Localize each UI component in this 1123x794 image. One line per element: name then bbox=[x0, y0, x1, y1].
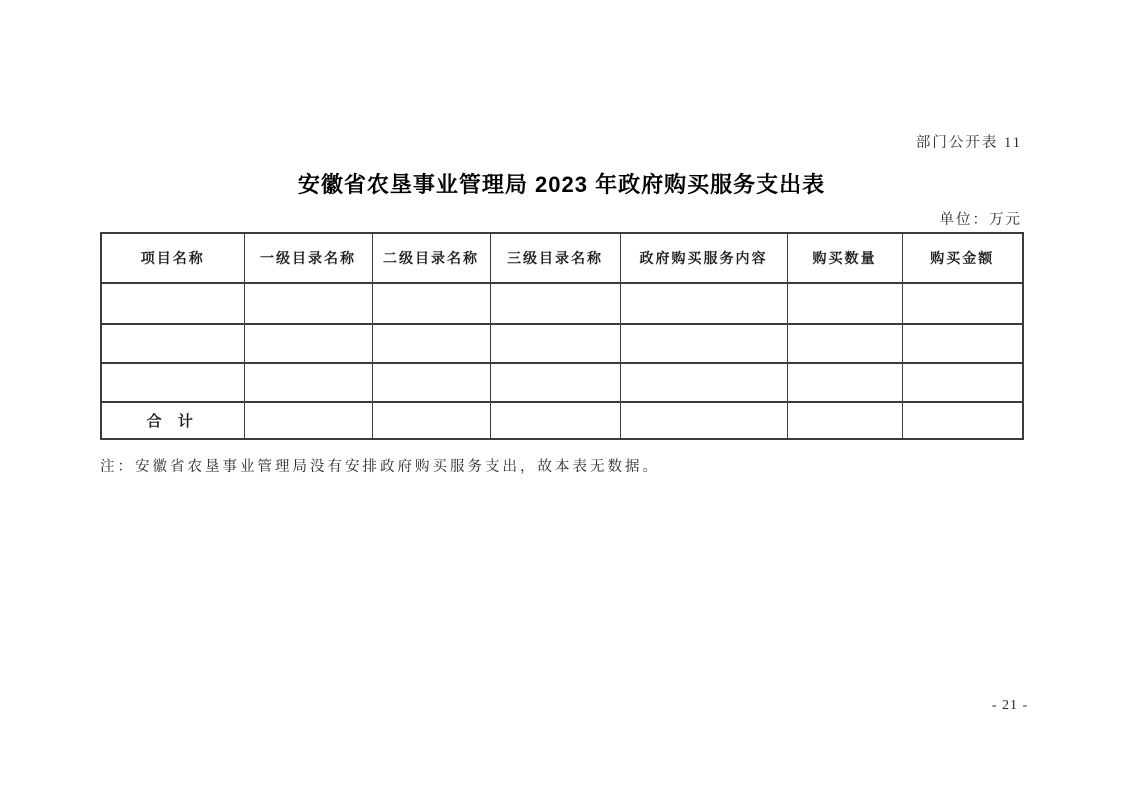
empty-cell bbox=[620, 283, 787, 324]
header-cell-service-content: 政府购买服务内容 bbox=[620, 233, 787, 283]
empty-cell bbox=[620, 324, 787, 363]
header-cell-project-name: 项目名称 bbox=[101, 233, 244, 283]
expenditure-table bbox=[100, 232, 1024, 440]
empty-cell bbox=[902, 324, 1023, 363]
empty-cell bbox=[244, 402, 372, 439]
empty-cell bbox=[490, 402, 620, 439]
empty-cell bbox=[372, 324, 490, 363]
empty-cell bbox=[787, 402, 902, 439]
table-row bbox=[101, 363, 1023, 402]
table-row bbox=[101, 324, 1023, 363]
empty-cell bbox=[902, 363, 1023, 402]
table-row bbox=[101, 283, 1023, 324]
empty-cell bbox=[787, 283, 902, 324]
empty-cell bbox=[620, 402, 787, 439]
empty-cell bbox=[787, 363, 902, 402]
header-cell-purchase-quantity: 购买数量 bbox=[787, 233, 902, 283]
header-cell-level1-catalog: 一级目录名称 bbox=[244, 233, 372, 283]
empty-cell bbox=[490, 363, 620, 402]
empty-cell bbox=[902, 402, 1023, 439]
page-number: - 21 - bbox=[991, 698, 1029, 713]
empty-cell bbox=[101, 324, 244, 363]
empty-cell bbox=[372, 363, 490, 402]
header-cell-level2-catalog: 二级目录名称 bbox=[372, 233, 490, 283]
empty-cell bbox=[244, 324, 372, 363]
document-title: 安徽省农垦事业管理局 2023 年政府购买服务支出表 bbox=[297, 172, 826, 197]
corner-table-label: 部门公开表 11 bbox=[915, 135, 1022, 151]
empty-cell bbox=[902, 283, 1023, 324]
empty-cell bbox=[372, 283, 490, 324]
header-cell-purchase-amount: 购买金额 bbox=[902, 233, 1023, 283]
empty-cell bbox=[244, 283, 372, 324]
empty-cell bbox=[244, 363, 372, 402]
empty-cell bbox=[101, 283, 244, 324]
empty-cell bbox=[490, 324, 620, 363]
header-cell-level3-catalog: 三级目录名称 bbox=[490, 233, 620, 283]
table-header-row bbox=[101, 233, 1023, 283]
empty-cell bbox=[787, 324, 902, 363]
unit-label: 单位：万元 bbox=[939, 212, 1022, 228]
total-label-cell: 合 计 bbox=[101, 402, 244, 439]
empty-cell bbox=[101, 363, 244, 402]
footnote: 注：安徽省农垦事业管理局没有安排政府购买服务支出，故本表无数据。 bbox=[100, 459, 660, 475]
empty-cell bbox=[620, 363, 787, 402]
empty-cell bbox=[490, 283, 620, 324]
table-total-row bbox=[101, 402, 1023, 439]
empty-cell bbox=[372, 402, 490, 439]
